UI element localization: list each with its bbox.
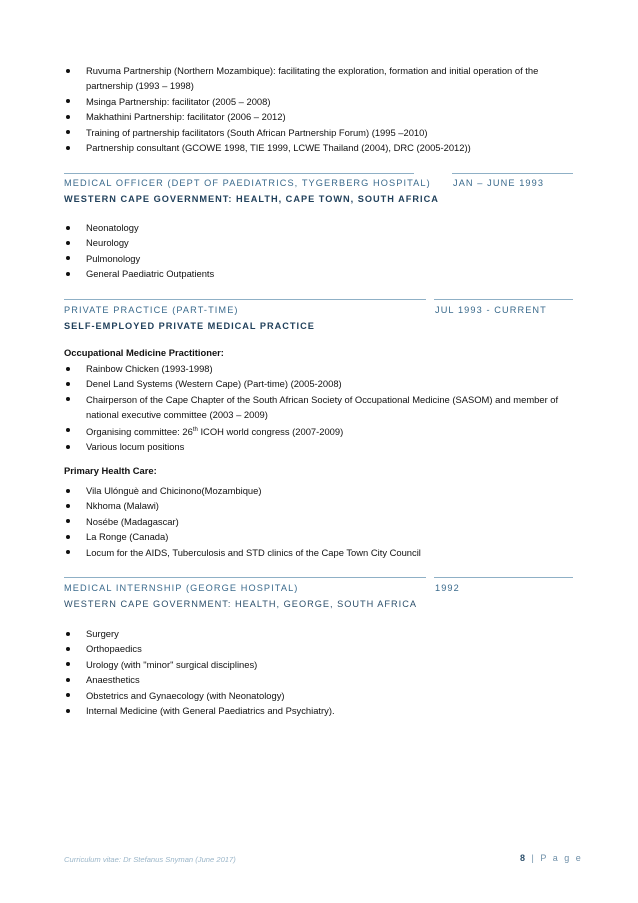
list-item: Msinga Partnership: facilitator (2005 – 2008) — [64, 94, 564, 109]
list-item — [64, 423, 564, 440]
list-item: Rainbow Chicken (1993-1998) — [64, 361, 564, 376]
page-label: P a g e — [540, 853, 583, 863]
section-divider — [434, 299, 573, 300]
section-date: JUL 1993 - CURRENT — [435, 305, 547, 315]
footer-separator: | — [531, 853, 536, 863]
section-date: 1992 — [435, 583, 460, 593]
list-item: Various locum positions — [64, 439, 564, 454]
section-divider — [64, 299, 426, 300]
section-divider — [64, 173, 414, 174]
list-item: Makhathini Partnership: facilitator (2006 – 2012) — [64, 109, 564, 124]
list-item: Training of partnership facilitators (South African Partnership Forum) (1995 –2010) — [64, 125, 564, 140]
section-divider — [64, 577, 426, 578]
list-item: Nkhoma (Malawi) — [64, 498, 564, 513]
list-item: Chairperson of the Cape Chapter of the South African Society of Occupational Medicine (SASOM) and member of national executive committee (2003 – 2009) — [64, 392, 564, 423]
internship-rotations-list — [64, 626, 564, 718]
list-item: Obstetrics and Gynaecology (with Neonatology) — [64, 688, 564, 703]
subsection-heading: Primary Health Care: — [64, 465, 157, 476]
list-item: Internal Medicine (with General Paediatrics and Psychiatry). — [64, 703, 564, 718]
list-item: Anaesthetics — [64, 672, 564, 687]
list-item: Vila Ulónguè and Chicinono(Mozambique) — [64, 483, 564, 498]
list-item: General Paediatric Outpatients — [64, 266, 564, 281]
list-item: Orthopaedics — [64, 641, 564, 656]
list-item: Urology (with "minor" surgical disciplines) — [64, 657, 564, 672]
list-item: Denel Land Systems (Western Cape) (Part-time) (2005-2008) — [64, 376, 564, 391]
section-subtitle: WESTERN CAPE GOVERNMENT: HEALTH, CAPE TOWN, SOUTH AFRICA — [64, 194, 439, 204]
tygerberg-duties-list — [64, 220, 564, 282]
partnership-list — [64, 63, 564, 155]
organising-text: Organising committee: 26 — [86, 425, 193, 437]
section-title: MEDICAL INTERNSHIP (GEORGE HOSPITAL) — [64, 583, 299, 593]
subsection-heading: Occupational Medicine Practitioner: — [64, 347, 224, 358]
section-divider — [452, 173, 573, 174]
page-number: 8 — [520, 853, 528, 863]
section-title: PRIVATE PRACTICE (PART-TIME) — [64, 305, 239, 315]
list-item: Neonatology — [64, 220, 564, 235]
footer-document-title: Curriculum vitae: Dr Stefanus Snyman (June 2017) — [64, 855, 236, 864]
section-title: MEDICAL OFFICER (DEPT OF PAEDIATRICS, TYGERBERG HOSPITAL) — [64, 178, 431, 188]
list-item: La Ronge (Canada) — [64, 529, 564, 544]
page-footer-number — [520, 853, 583, 863]
organising-text-rest: ICOH world congress (2007-2009) — [197, 425, 344, 437]
section-subtitle: SELF-EMPLOYED PRIVATE MEDICAL PRACTICE — [64, 321, 315, 331]
list-item: Neurology — [64, 235, 564, 250]
section-divider — [434, 577, 573, 578]
list-item: Nosébe (Madagascar) — [64, 514, 564, 529]
primary-health-care-list — [64, 483, 564, 560]
list-item: Ruvuma Partnership (Northern Mozambique): facilitating the exploration, formation and initial operation of the partnership (1993 – 1998) — [64, 63, 564, 94]
occupational-medicine-list — [64, 361, 564, 455]
list-item: Partnership consultant (GCOWE 1998, TIE 1999, LCWE Thailand (2004), DRC (2005-2012)) — [64, 140, 564, 155]
section-subtitle: WESTERN CAPE GOVERNMENT: HEALTH, GEORGE, SOUTH AFRICA — [64, 599, 417, 609]
section-date: JAN – JUNE 1993 — [453, 178, 545, 188]
list-item: Pulmonology — [64, 251, 564, 266]
list-item: Locum for the AIDS, Tuberculosis and STD clinics of the Cape Town City Council — [64, 545, 564, 560]
list-item: Surgery — [64, 626, 564, 641]
ordinal-suffix: th — [192, 426, 198, 433]
